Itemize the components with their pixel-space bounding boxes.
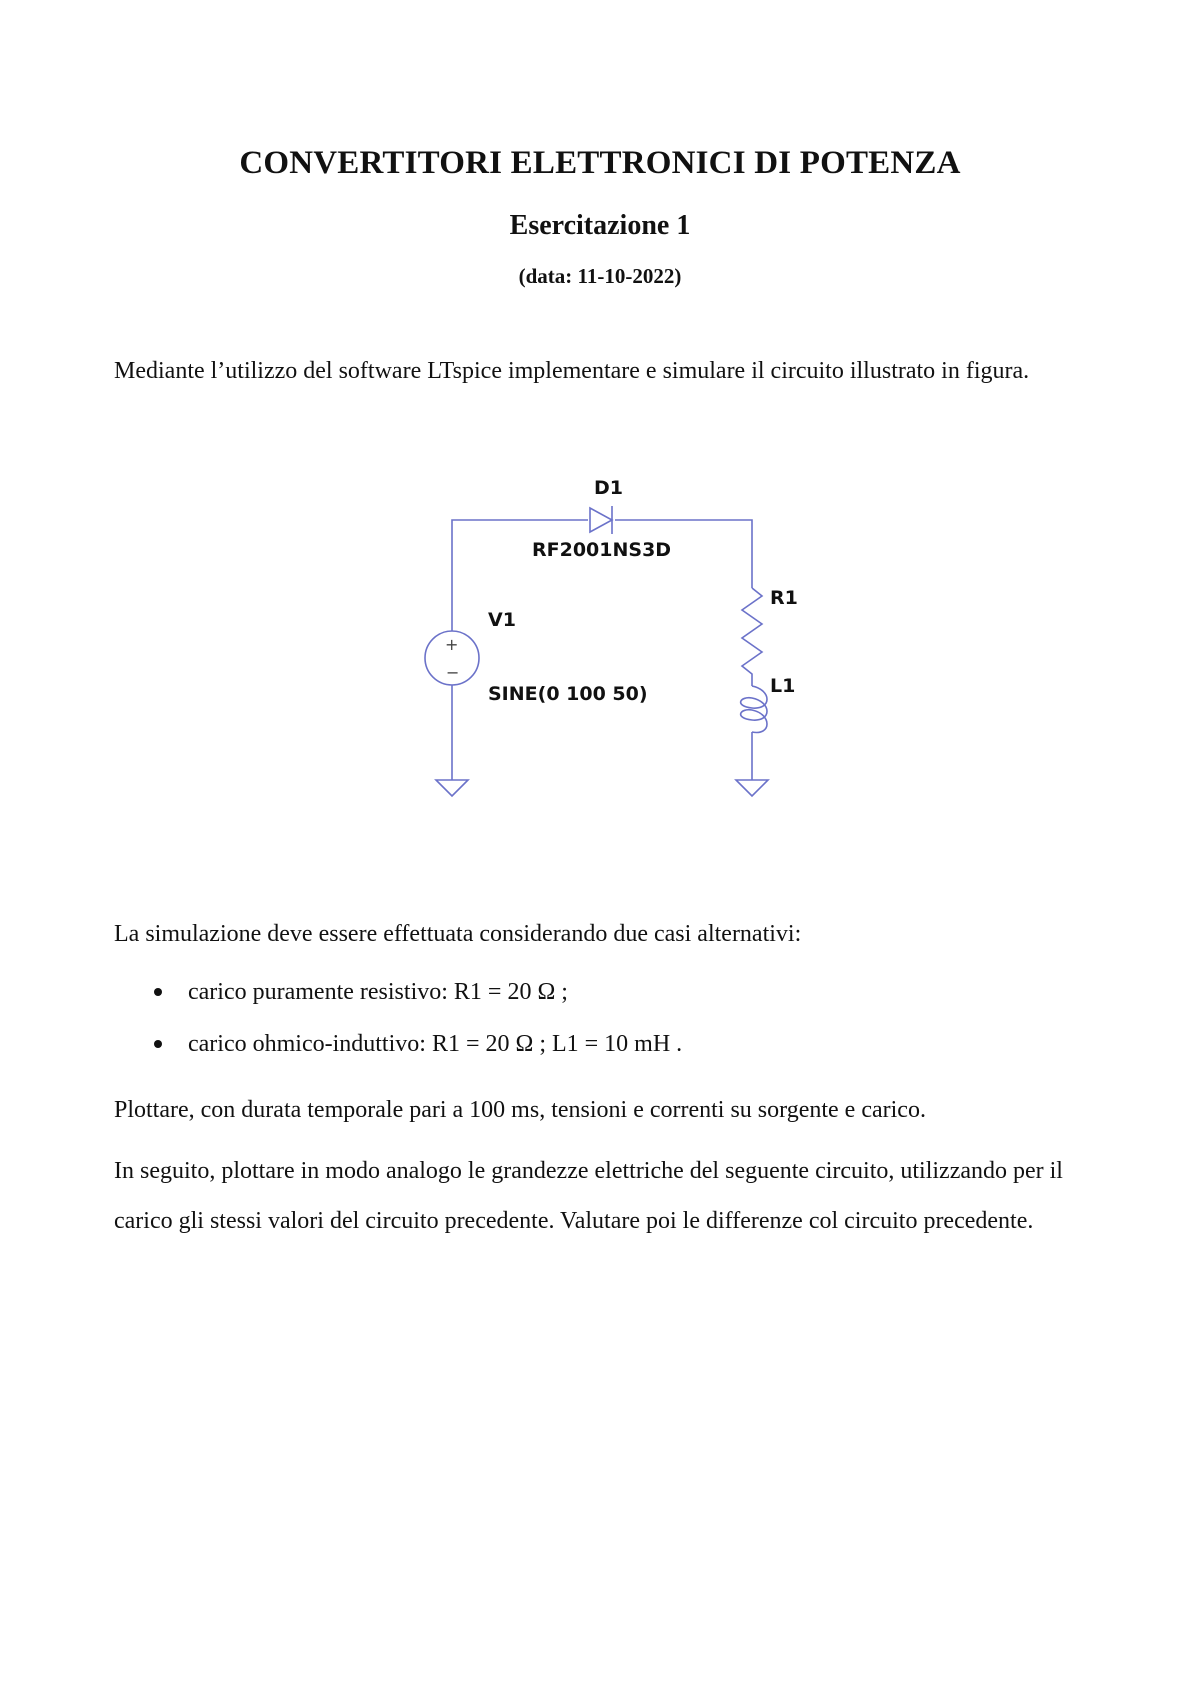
case-ohmic-inductive: carico ohmico-induttivo: R1 = 20 Ω ; L1 = 10 mH .	[188, 1031, 683, 1057]
list-item	[114, 966, 1104, 1018]
ground-left-symbol	[436, 780, 468, 796]
source-label: V1	[488, 609, 516, 631]
case-resistive: carico puramente resistivo: R1 = 20 Ω ;	[188, 979, 568, 1005]
exercise-subtitle: Esercitazione 1	[509, 210, 691, 241]
bullet-icon	[154, 1040, 162, 1048]
inductor-label: L1	[770, 675, 796, 697]
resistor-label: R1	[770, 587, 798, 609]
list-item	[114, 1018, 1104, 1070]
plot-instruction: Plottare, con durata temporale pari a 100 ms, tensioni e correnti su sorgente e carico.	[114, 1097, 926, 1123]
document-title: CONVERTITORI ELETTRONICI DI POTENZA	[239, 145, 961, 181]
source-value-label: SINE(0 100 50)	[488, 683, 648, 705]
plus-sign: +	[445, 635, 459, 654]
exercise-date: (data: 11-10-2022)	[518, 264, 682, 288]
cases-list	[114, 966, 1104, 1070]
inductor-symbol	[741, 686, 767, 732]
resistor-symbol	[742, 588, 762, 686]
bullet-icon	[154, 988, 162, 996]
ground-right-symbol	[736, 780, 768, 796]
next-instruction: In seguito, plottare in modo analogo le grandezze elettriche del seguente circuito, utilizzando per il carico gli stessi valori del circuito precedente. Valutare poi le differenze col circuito precedente.	[114, 1158, 1063, 1234]
circuit-diagram	[400, 470, 820, 810]
minus-sign: −	[446, 663, 460, 682]
intro-paragraph: Mediante l’utilizzo del software LTspice implementare e simulare il circuito illustrato in figura.	[114, 358, 1030, 384]
cases-intro: La simulazione deve essere effettuata considerando due casi alternativi:	[114, 921, 802, 947]
diode-model-label: RF2001NS3D	[532, 539, 672, 561]
diode-label: D1	[594, 477, 623, 499]
diode-symbol	[590, 506, 612, 534]
